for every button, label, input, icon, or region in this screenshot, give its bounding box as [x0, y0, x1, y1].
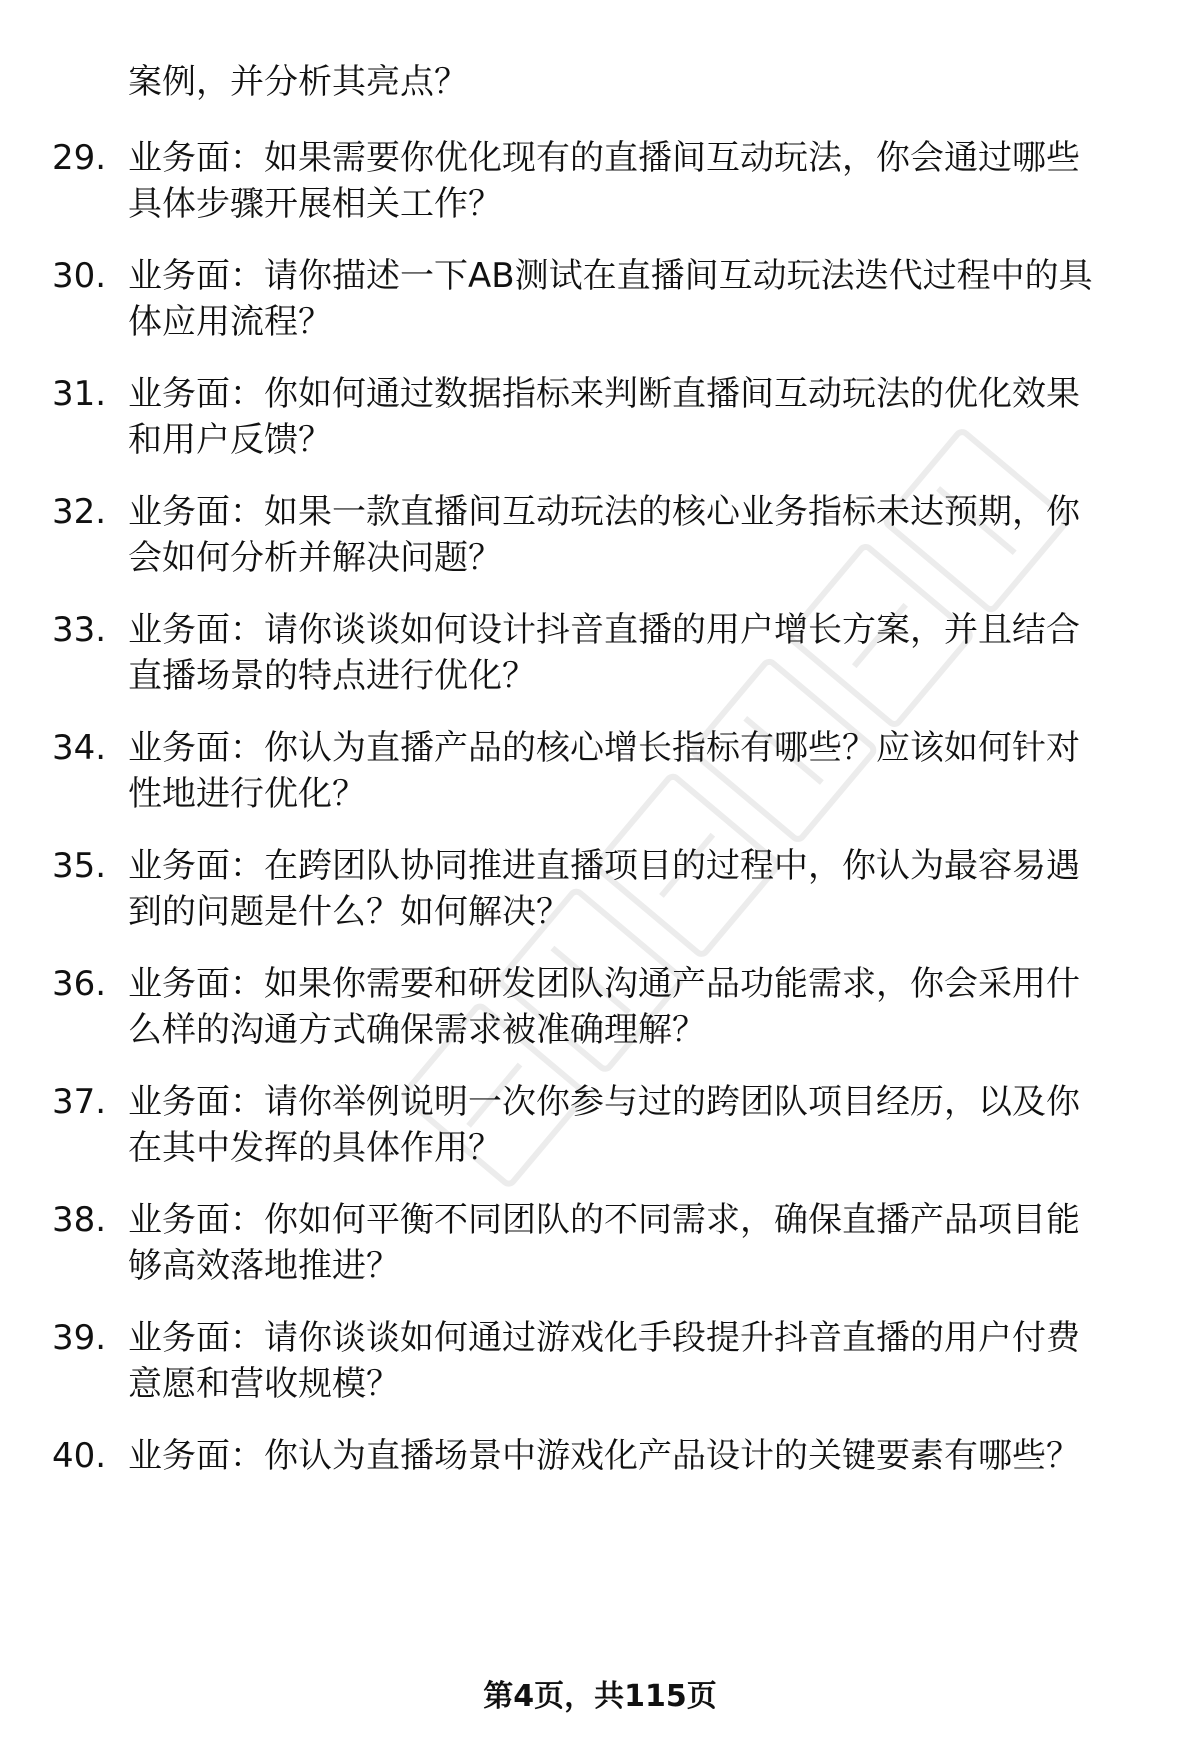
- question-text-line: 意愿和营收规模？: [128, 1364, 400, 1404]
- question-text-line: 业务面：你认为直播场景中游戏化产品设计的关键要素有哪些？: [128, 1436, 1080, 1476]
- question-text-line: 业务面：在跨团队协同推进直播项目的过程中，你认为最容易遇: [128, 846, 1080, 886]
- question-text-line: 业务面：你认为直播产品的核心增长指标有哪些？应该如何针对: [128, 728, 1080, 768]
- question-text-line: 和用户反馈？: [128, 420, 332, 460]
- question-text-line: 业务面：如果你需要和研发团队沟通产品功能需求，你会采用什: [128, 964, 1080, 1004]
- question-text-line: 会如何分析并解决问题？: [128, 538, 502, 578]
- question-text-line: 性地进行优化？: [128, 774, 366, 814]
- question-number: 34.: [52, 728, 107, 768]
- question-number: 33.: [52, 610, 107, 650]
- question-number: 39.: [52, 1318, 107, 1358]
- question-number: 32.: [52, 492, 107, 532]
- question-number: 37.: [52, 1082, 107, 1122]
- question-text-line: 业务面：请你描述一下AB测试在直播间互动玩法迭代过程中的具: [128, 256, 1093, 296]
- question-text-line: 业务面：你如何平衡不同团队的不同需求，确保直播产品项目能: [128, 1200, 1080, 1240]
- question-text-line: 具体步骤开展相关工作？: [128, 184, 502, 224]
- page-number-footer: 第4页，共115页: [483, 1679, 717, 1714]
- question-text-line: 业务面：请你谈谈如何设计抖音直播的用户增长方案，并且结合: [128, 610, 1080, 650]
- question-text-line: 业务面：你如何通过数据指标来判断直播间互动玩法的优化效果: [128, 374, 1080, 414]
- question-text-line: 在其中发挥的具体作用？: [128, 1128, 502, 1168]
- question-text-line: 够高效落地推进？: [128, 1246, 400, 1286]
- question-number: 40.: [52, 1436, 107, 1476]
- question-text-line: 到的问题是什么？如何解决？: [128, 892, 570, 932]
- question-text-line: 业务面：请你谈谈如何通过游戏化手段提升抖音直播的用户付费: [128, 1318, 1080, 1358]
- question-number: 30.: [52, 256, 107, 296]
- question-number: 35.: [52, 846, 107, 886]
- question-number: 29.: [52, 138, 107, 178]
- question-text-line: 业务面：如果需要你优化现有的直播间互动玩法，你会通过哪些: [128, 138, 1080, 178]
- question-text-line: 么样的沟通方式确保需求被准确理解？: [128, 1010, 706, 1050]
- question-text-line: 业务面：如果一款直播间互动玩法的核心业务指标未达预期，你: [128, 492, 1080, 532]
- question-number: 36.: [52, 964, 107, 1004]
- question-number: 38.: [52, 1200, 107, 1240]
- question-number: 31.: [52, 374, 107, 414]
- question-text-line: 体应用流程？: [128, 302, 332, 342]
- question-text-line: 业务面：请你举例说明一次你参与过的跨团队项目经历，以及你: [128, 1082, 1080, 1122]
- continued-question-text: 案例，并分析其亮点？: [128, 62, 468, 102]
- question-text-line: 直播场景的特点进行优化？: [128, 656, 536, 696]
